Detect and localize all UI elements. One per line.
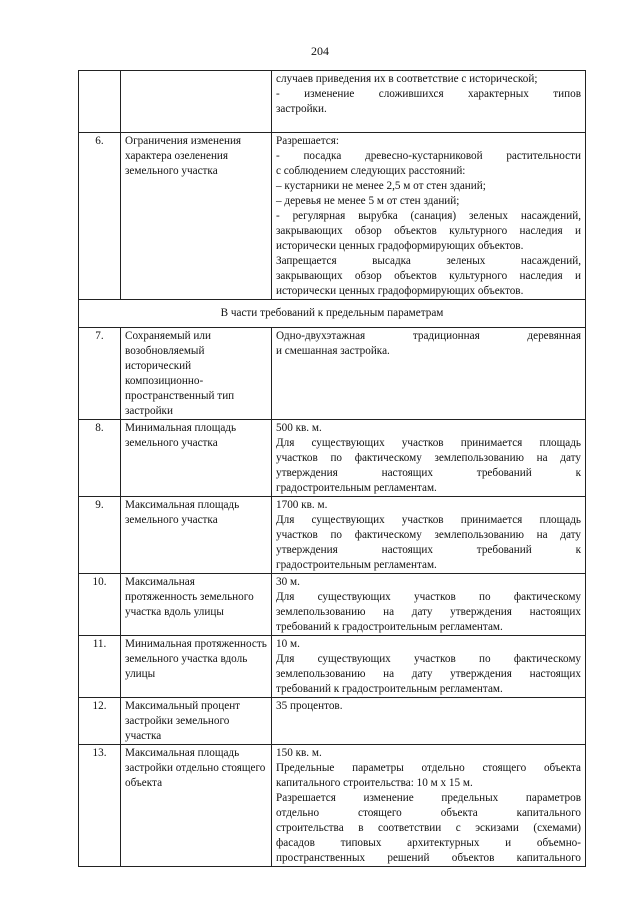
value-line: требований к градостроительным регламентам. [276, 683, 503, 695]
value-line: исторически ценных градоформирующих объектов. [276, 285, 524, 297]
table-row [79, 420, 586, 497]
value-line: застройки. [276, 103, 327, 115]
value-line: Для существующих участков принимается площадь [276, 514, 581, 526]
value-line: капитального строительства: 10 м х 15 м. [276, 777, 473, 789]
parameter-value [272, 133, 586, 300]
value-line: Для существующих участков принимается площадь [276, 437, 581, 449]
value-line: с соблюдением следующих расстояний: [276, 165, 466, 177]
value-line: Запрещается высадка зеленых насаждений, [276, 255, 581, 267]
table-section [79, 300, 586, 328]
value-line: 1700 кв. м. [276, 499, 328, 511]
value-line: фасадов типовых архитектурных и объемно- [276, 837, 581, 849]
value-line: пространственных решений объектов капитального [276, 852, 581, 864]
row-number: 7. [79, 328, 121, 420]
parameter-name: Максимальная протяженность земельного участка вдоль улицы [121, 574, 272, 636]
table-body-bottom [79, 328, 586, 867]
value-line: участков по фактическому землепользованию на дату [276, 452, 581, 464]
value-line: – деревья не менее 5 м от стен зданий; [276, 195, 460, 207]
value-line: 35 процентов. [276, 700, 343, 712]
row-number: 8. [79, 420, 121, 497]
parameter-name: Максимальная площадь застройки отдельно стоящего объекта [121, 745, 272, 867]
value-line: - посадка древесно-кустарниковой растительности [276, 150, 581, 162]
table-row [79, 745, 586, 867]
parameter-value [272, 497, 586, 574]
regulations-table [78, 70, 586, 867]
value-line: исторически ценных градоформирующих объектов. [276, 240, 524, 252]
value-line: требований к градостроительным регламентам. [276, 621, 503, 633]
value-line: Разрешается: [276, 135, 339, 147]
value-line: 150 кв. м. [276, 747, 322, 759]
page-number: 204 [311, 44, 329, 58]
value-line: 500 кв. м. [276, 422, 322, 434]
parameter-name [121, 71, 272, 133]
value-line: Предельные параметры отдельно стоящего объекта [276, 762, 581, 774]
value-line: - изменение сложившихся характерных типов [276, 88, 581, 100]
value-line: участков по фактическому землепользованию на дату [276, 529, 581, 541]
value-line: случаев приведения их в соответствие с исторической; [276, 73, 538, 85]
value-line: землепользованию на дату утверждения настоящих [276, 668, 581, 680]
row-number: 13. [79, 745, 121, 867]
parameter-name: Сохраняемый или возобновляемый исторический композиционно-пространственный тип застройки [121, 328, 272, 420]
table-row [79, 698, 586, 745]
table-row [79, 574, 586, 636]
value-line: Одно-двухэтажная традиционная деревянная [276, 330, 581, 342]
value-line: закрывающих обзор объектов культурного наследия и [276, 225, 581, 237]
parameter-value [272, 420, 586, 497]
row-number [79, 71, 121, 133]
value-line: землепользованию на дату утверждения настоящих [276, 606, 581, 618]
value-line: утверждения настоящих требований к [276, 467, 581, 479]
value-line: Для существующих участков по фактическому [276, 591, 581, 603]
row-number: 6. [79, 133, 121, 300]
table-body-top [79, 71, 586, 300]
value-line: Для существующих участков по фактическому [276, 653, 581, 665]
value-line: утверждения настоящих требований к [276, 544, 581, 556]
value-line: Разрешается изменение предельных параметров [276, 792, 581, 804]
table-row [79, 133, 586, 300]
value-line: – кустарники не менее 2,5 м от стен зданий; [276, 180, 486, 192]
parameter-value [272, 574, 586, 636]
value-line: и смешанная застройка. [276, 345, 390, 357]
row-number: 11. [79, 636, 121, 698]
section-row [79, 300, 586, 328]
value-line: - регулярная вырубка (санация) зеленых насаждений, [276, 210, 581, 222]
value-line: строительства в соответствии с эскизами (схемами) [276, 822, 581, 834]
parameter-value [272, 636, 586, 698]
table-row [79, 636, 586, 698]
value-line: отдельно стоящего объекта капитального [276, 807, 581, 819]
parameter-value [272, 328, 586, 420]
row-number: 12. [79, 698, 121, 745]
parameter-name: Ограничения изменения характера озеленения земельного участка [121, 133, 272, 300]
parameter-name: Максимальный процент застройки земельного участка [121, 698, 272, 745]
value-line: градостроительным регламентам. [276, 482, 437, 494]
table-row [79, 497, 586, 574]
parameter-name: Максимальная площадь земельного участка [121, 497, 272, 574]
section-heading: В части требований к предельным параметрам [79, 300, 586, 328]
value-line: закрывающих обзор объектов культурного наследия и [276, 270, 581, 282]
value-line: градостроительным регламентам. [276, 559, 437, 571]
table-row [79, 328, 586, 420]
value-line: 30 м. [276, 576, 300, 588]
parameter-value [272, 71, 586, 133]
parameter-name: Минимальная площадь земельного участка [121, 420, 272, 497]
table-row [79, 71, 586, 133]
row-number: 9. [79, 497, 121, 574]
parameter-value [272, 745, 586, 867]
parameter-value [272, 698, 586, 745]
row-number: 10. [79, 574, 121, 636]
parameter-name: Минимальная протяженность земельного участка вдоль улицы [121, 636, 272, 698]
value-line: 10 м. [276, 638, 300, 650]
